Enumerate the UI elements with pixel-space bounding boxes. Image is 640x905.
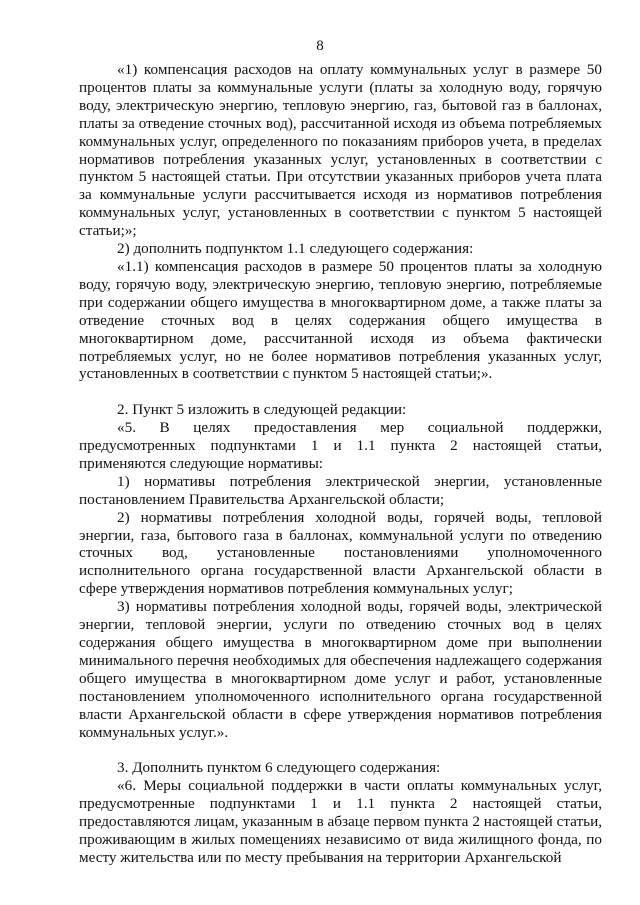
paragraph-point-6: «6. Меры социальной поддержки в части оплаты коммунальных услуг, предусмотренные подпунктами 1 и 1.1 пункта 2 настоящей статьи, предоставляются лицам, указанным в абзаце первом пункта 2 настоящей статьи, проживающим в жилых помещениях независимо от вида жилищного фонда, по месту жительства или по месту пребывания на территории Архангельской — [79, 777, 602, 866]
document-body — [79, 61, 602, 867]
paragraph-norm-2: 2) нормативы потребления холодной воды, горячей воды, тепловой энергии, газа, бытового газа в баллонах, коммунальной услуги по отведению сточных вод, установленные постановлениями уполномоченного исполнительного органа государственной власти Архангельской области в сфере утверждения нормативов потребления коммунальных услуг; — [79, 508, 602, 598]
paragraph-norm-3: 3) нормативы потребления холодной воды, горячей воды, электрической энергии, тепловой энергии, услуги по отведению сточных вод в целях содержания общего имущества в многоквартирном доме при выполнении минимального перечня необходимых для обеспечения надлежащего содержания общего имущества в многоквартирном доме услуг и работ, установленные постановлением уполномоченного исполнительного органа государственной власти Архангельской области в сфере утверждения нормативов потребления коммунальных услуг.». — [79, 598, 602, 741]
page-number: 8 — [316, 38, 324, 54]
paragraph-point-6-heading: 3. Дополнить пунктом 6 следующего содержания: — [117, 759, 441, 777]
paragraph-subpoint-1: «1) компенсация расходов на оплату коммунальных услуг в размере 50 процентов платы за коммунальные услуги (платы за холодную воду, горячую воду, электрическую энергию, тепловую энергию, газ, бытовой газ в баллонах, платы за отведение сточных вод), рассчитанной исходя из объема потребляемых коммунальных услуг, определенного по показаниям приборов учета, в пределах нормативов потребления указанных услуг, установленных в соответствии с пунктом 5 настоящей статьи. При отсутствии указанных приборов учета плата за коммунальные услуги рассчитывается исходя из нормативов потребления коммунальных услуг, установленных в соответствии с пунктом 5 настоящей статьи;»; — [79, 61, 602, 240]
paragraph-subpoint-1-1: «1.1) компенсация расходов в размере 50 процентов платы за холодную воду, горячую воду, электрическую энергию, тепловую энергию, потребляемые при содержании общего имущества в многоквартирном доме, а также платы за отведение сточных вод в целях содержания общего имущества в многоквартирном доме, рассчитанной исходя из объема фактически потребляемых услуг, но не более нормативов потребления указанных услуг, установленных в соответствии с пунктом 5 настоящей статьи;». — [79, 257, 602, 383]
paragraph-point-5-intro: «5. В целях предоставления мер социальной поддержки, предусмотренных подпунктами 1 и 1.1 пункта 2 настоящей статьи, применяются следующие нормативы: — [79, 419, 602, 472]
paragraph-add-subpoint-1-1: 2) дополнить подпунктом 1.1 следующего содержания: — [117, 240, 474, 258]
paragraph-point-5-heading: 2. Пункт 5 изложить в следующей редакции: — [117, 401, 407, 419]
paragraph-norm-1: 1) нормативы потребления электрической энергии, установленные постановлением Правительства Архангельской области; — [79, 472, 602, 508]
